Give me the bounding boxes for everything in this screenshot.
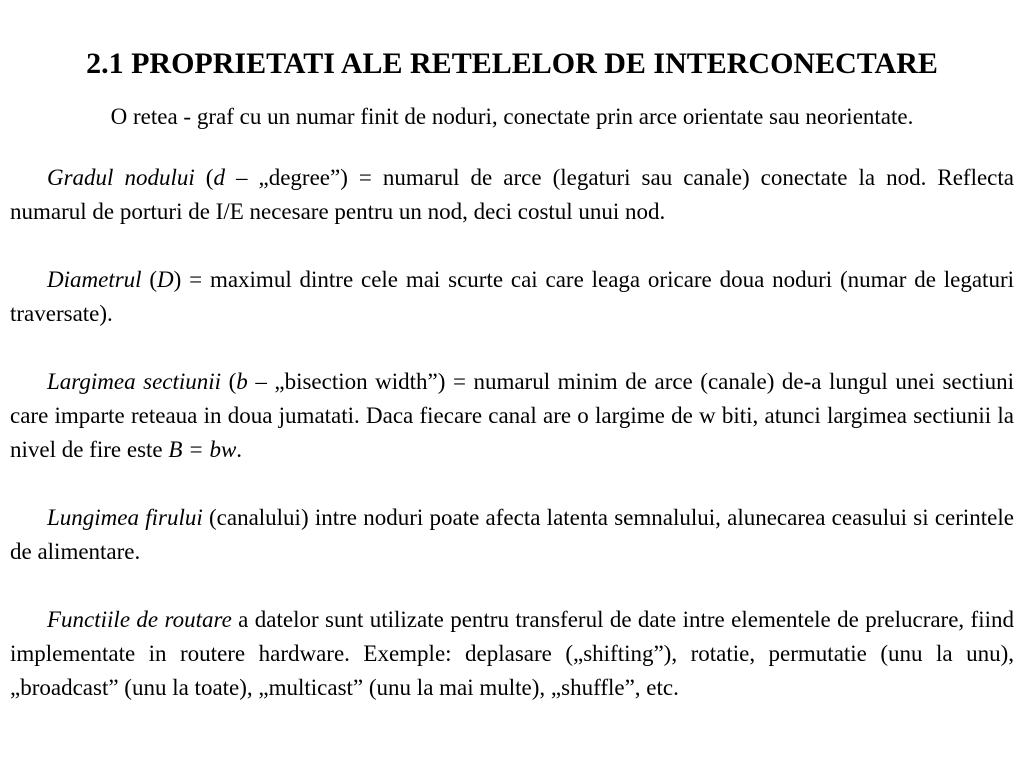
paragraph-diameter: [10, 263, 1014, 331]
term-bisection-width: Largimea sectiunii: [47, 369, 222, 394]
intro-definition: O retea - graf cu un numar finit de noduri, conectate prin arce orientate sau neorientate.: [110, 104, 914, 129]
properties-list: [10, 161, 1014, 705]
paragraph-routing-functions: [10, 603, 1014, 705]
symbol-d: d: [213, 165, 225, 190]
sentence-end: .: [236, 437, 243, 462]
paragraph-wire-length: [10, 501, 1014, 569]
term-diameter: Diametrul: [47, 267, 142, 292]
paragraph-node-degree: [10, 161, 1014, 229]
term-wire-length: Lungimea firului: [47, 505, 203, 530]
slide-title: 2.1 PROPRIETATI ALE RETELELOR DE INTERCONECTARE: [86, 47, 938, 80]
term-node-degree: Gradul nodului: [47, 165, 195, 190]
formula-B-bw: B = bw: [168, 437, 237, 462]
symbol-b: b: [236, 369, 248, 394]
paren-open: (: [221, 369, 237, 394]
definition-text: a datelor sunt utilizate pentru transferul de date intre elementele de prelucrare, fiind implementate in routere hardware. Exemple: deplasare („shifting”), rotatie, permutatie (unu la unu), „broadcast” (unu la toate), „multicast” (unu la mai multe), „shuffle”, etc.: [10, 607, 1014, 700]
definition-text: – „bisection width”) = numarul minim de arce (canale) de-a lungul unei sectiuni care imparte reteaua in doua jumatati. Daca fiecare canal are o largime de w biti, atunci largimea sectiunii la nivel de fire este: [10, 369, 1014, 462]
term-routing-functions: Functiile de routare: [47, 607, 232, 632]
symbol-D: D: [157, 267, 174, 292]
definition-text: – „degree”) = numarul de arce (legaturi sau canale) conectate la nod. Reflecta numarul de porturi de I/E necesare pentru un nod, deci costul unui nod.: [10, 165, 1014, 224]
definition-text: (canalului) intre noduri poate afecta latenta semnalului, alunecarea ceasului si cerintele de alimentare.: [10, 505, 1014, 564]
paragraph-bisection-width: [10, 365, 1014, 467]
paren-open: (: [141, 267, 158, 292]
definition-text: ) = maximul dintre cele mai scurte cai care leaga oricare doua noduri (numar de legaturi traversate).: [10, 267, 1014, 326]
paren-open: (: [194, 165, 214, 190]
